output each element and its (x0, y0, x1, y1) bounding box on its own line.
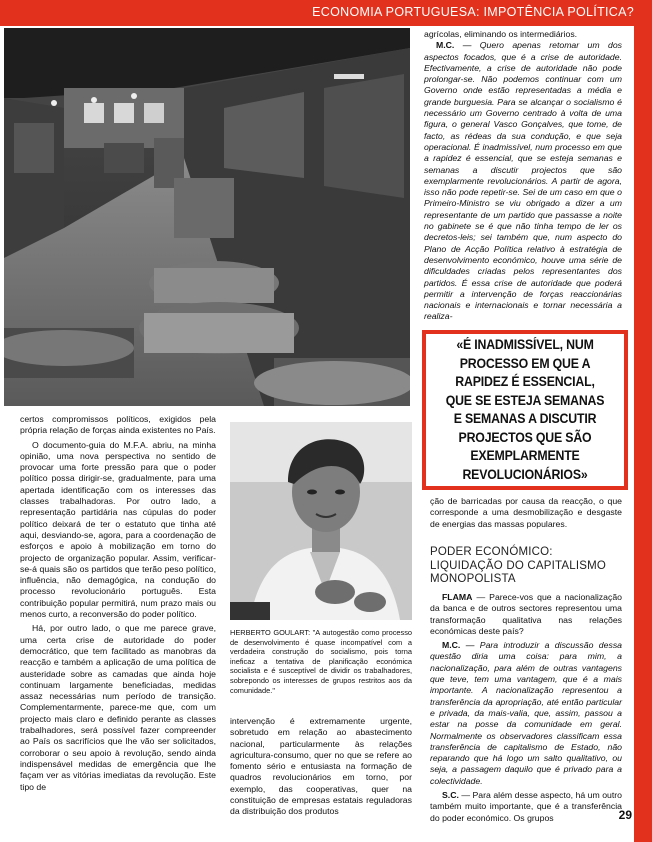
speaker-label: S.C. (442, 790, 459, 801)
paragraph (430, 592, 622, 637)
right-edge-stripe (634, 26, 652, 842)
page-number: 29 (618, 808, 632, 822)
pull-quote-box (422, 330, 628, 490)
section-title: PODER ECONÓMICO: LIQUIDAÇÃO DO CAPITALISMO MONOPOLISTA (430, 546, 607, 585)
speaker-label: FLAMA (442, 592, 473, 602)
paragraph-text: — Para além desse aspecto, há um outro também muito importante, que é a transferência do poder económico. Os grupos (430, 790, 622, 823)
portrait-photo (230, 422, 412, 620)
paragraph (424, 40, 622, 322)
text-column-right-lower-body (430, 592, 622, 824)
paragraph: Há, por outro lado, o que me parece grave, uma certa crise de autoridade do poder democrático, que tem facilitado as manobras da reacção e também a aplicação de uma política de austeridade sobre as camadas que ainda hoje continuam largamente beneficiadas, medidas assaz necessárias num período de transição. Complementarmente, parece-me que, com um projecto mais claro e definido perante as classes trabalhadores, será possível fazer compreender ao País os sacrifícios que lhe vão ser solicitados, corroborar o seu apoio à revolução, sendo ainda indispensável medidas de emergência que lhe façam ver as vitórias imediatas da revolução. Este tipo de (20, 623, 216, 792)
section-header-title: ECONOMIA PORTUGUESA: IMPOTÊNCIA POLÍTICA? (312, 5, 634, 19)
paragraph: agrícolas, eliminando os intermediários. (424, 29, 578, 39)
header-bar (0, 0, 652, 26)
turbine-hall-photo (4, 28, 410, 406)
paragraph-text: — Parece-vos que a nacionalização da banca e de outros sectores representou uma transformação qualitativa nas relações económicas deste país? (430, 592, 622, 636)
paragraph (430, 790, 622, 824)
text-column-middle (230, 716, 412, 818)
paragraph (430, 640, 622, 787)
text-column-right-lower (430, 496, 622, 530)
text-column-left (20, 414, 216, 793)
paragraph: ção de barricadas por causa da reacção, o que corresponde a uma desmobilização e desgaste de energias das massas populares. (430, 496, 622, 529)
paragraph-text: — Para introduzir a discussão dessa questão diria uma coisa: para mim, a nacionalização, para além de outras vantagens que teve, tem uma vantagem, que é a mais importante. A nacionalização representou a transferência da apropriação, até então particular e privada, da mais-valia, que, assim, passou a estar na posse da comunidade em geral. Normalmente os observadores classificam essa transferência de capitalismo de Estado, não reparando que há logo um salto qualitativo, ou seja, a passagem daquilo que é privado para a colectividade. (430, 640, 622, 786)
text-column-right-upper (424, 29, 622, 323)
paragraph: O documento-guia do M.F.A. abriu, na minha opinião, uma nova perspectiva no sentido de provocar uma forte pressão para que o poder político possa dirigir-se, gradualmente, para uma apertada identificação com os interesses das classes trabalhadoras. Por outro lado, a representação partidária nas cúpulas do poder político deixará de ter o estatuto que tinha até aqui, desviando-se, agora, para a coordenação de esforços e apoio à mobilização em torno do projecto de organização popular. Assim, verificar-se-á quais são os partidos que terão peso político, influência, não demagógica, na condução do processo revolucionário português. Esta contribuição popular permitirá, num prazo mais ou menos curto, a reconversão do poder político. (20, 439, 216, 620)
paragraph: certos compromissos políticos, exigidos pela própria relação de forças ainda existentes no País. (20, 414, 216, 436)
speaker-label: M.C. (442, 640, 461, 651)
speaker-label: M.C. (436, 40, 455, 51)
photo-caption: HERBERTO GOULART: "A autogestão como processo de desenvolvimento é quase incompatível com a verdadeira construção do socialismo, pois torna ineficaz a tentativa de planificação económica socialista e é susceptível de dividir os trabalhadores, sobrepondo os interesses de grupos restritos aos da comunidade." (230, 628, 412, 695)
pull-quote-text: «É INADMISSÍVEL, NUM PROCESSO EM QUE A RAPIDEZ É ESSENCIAL, QUE SE ESTEJA SEMANAS E SEMANAS A DISCUTIR PROJECTOS QUE SÃO EXEMPLARMENTE REVOLUCIONÁRIOS» (445, 337, 605, 482)
paragraph-text: — Quero apenas retomar um dos aspectos focados, que é a crise de autoridade. Efectivamente, a crise de autoridade não pode prolongar-se. Não podemos continuar com um Governo onde estão representadas a média e grande burguesia. Para se alcançar o socialismo é necessário um Governo centrado à volta de uma figura, o general Vasco Gonçalves, que tome, de facto, as rédeas da sua condução, e que seja operacional. É inadmissível, num processo em que a rapidez é essencial, que se esteja semanas e semanas a discutir projectos que são exemplarmente revolucionários. A partir de agora, isso não pode repetir-se. Sei de um caso em que o Primeiro-Ministro se viu obrigado a dizer a um representante de um partido que passasse a noite no gabinete se é que não tinha tempo de ler os decretos-leis; sei também que, num aspecto do Plano de Acção Política relativo à estratégia de desenvolvimento económico, houve uma série de dificuldades criadas pelos representantes dos partidos. É essa crise de autoridade que poderá permitir a intervenção de forças reaccionárias nacionais e internacionais e tornar necessária a realiza- (424, 40, 622, 322)
paragraph: intervenção é extremamente urgente, sobretudo em relação ao abastecimento nacional, particularmente às relações agricultura-consumo, quer no que se refere ao fomento sério e entusiasta na formação de quadros revolucionários em torno, por exemplo, das cooperativas, quer na constituição de empresas estatais reguladoras da distribuição dos produtos (230, 716, 412, 817)
